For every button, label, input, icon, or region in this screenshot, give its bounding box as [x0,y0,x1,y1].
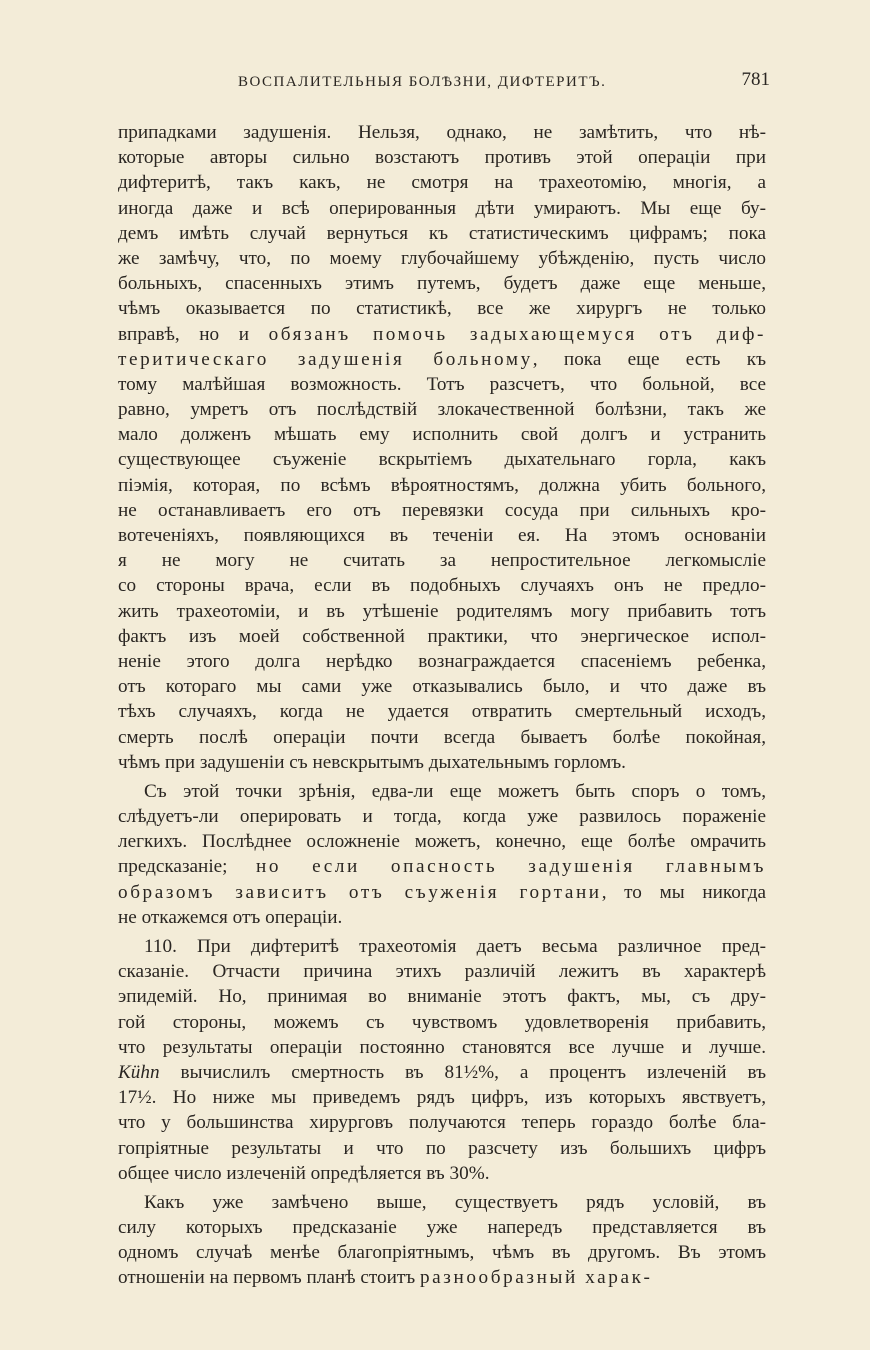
text-line: слѣдуетъ-ли оперировать и тогда, когда уже развилось пораженіе [118,806,766,828]
text-segment: вправѣ, но и [118,323,269,345]
text-line [118,854,766,879]
text-line: гой стороны, можемъ съ чувствомъ удовлетворенія прибавить, [118,1011,766,1033]
text-segment: , пока еще есть къ [532,348,766,370]
text-line: вотеченіяхъ, появляющихся въ теченіи ея. На этомъ основаніи [118,525,766,546]
paragraph-3 [118,934,766,1186]
text-line [118,322,766,347]
text-segment: обязанъ помочь задыхающемуся отъ диф- [268,323,766,345]
text-line: больныхъ, спасенныхъ этимъ путемъ, будетъ даже еще меньше, [118,273,766,295]
text-line: піэмія, которая, по всѣмъ вѣроятностямъ, должна убить больного, [118,474,766,496]
text-segment: теритическаго задушенія больному [118,348,533,370]
text-line: существующее съуженіе вскрытіемъ дыхательнаго горла, какъ [118,449,766,471]
text-segment: образомъ зависитъ отъ съуженія гортани [118,881,602,903]
text-segment: отношеніи на первомъ планѣ стоитъ [118,1267,420,1289]
text-line: же замѣчу, что, по моему глубочайшему убѣжденію, пусть число [118,247,766,269]
text-line: не откажемся отъ операціи. [118,906,343,928]
text-line: мало долженъ мѣшать ему исполнить свой долгъ и устранить [118,424,766,446]
text-line: одномъ случаѣ менѣе благопріятнымъ, чѣмъ въ другомъ. Въ этомъ [118,1242,766,1264]
text-line: чѣмъ оказывается по статистикѣ, все же хирургъ не только [118,298,766,320]
text-line: не останавливаетъ его отъ перевязки сосуда при сильныхъ кро- [118,499,766,521]
text-line: легкихъ. Послѣднее осложненіе можетъ, конечно, еще болѣе омрачить [118,831,766,853]
text-line: силу которыхъ предсказаніе уже напередъ представляется въ [118,1217,766,1239]
text-line: Съ этой точки зрѣнія, едва-ли еще можетъ быть споръ о томъ, [144,780,766,802]
text-segment: но если опасность задушенія главнымъ [255,856,766,878]
text-line: 17½. Но ниже мы приведемъ рядъ цифръ, изъ которыхъ явствуетъ, [118,1087,766,1109]
text-line [118,347,766,372]
text-line: смерть послѣ операціи почти всегда бываетъ болѣе покойная, [118,726,766,748]
text-line: припадками задушенія. Нельзя, однако, не замѣтить, что нѣ- [118,122,766,143]
text-line: тому малѣйшая возможность. Тотъ разсчетъ, что больной, все [118,373,766,395]
text-line: сказаніе. Отчасти причина этихъ различій лежитъ въ характерѣ [118,961,766,983]
text-line: фактъ изъ моей собственной практики, что энергическое испол- [118,625,766,647]
text-segment: непростительное легкомысліе [490,550,766,572]
text-line: жить трахеотоміи, и въ утѣшеніе родителямъ могу прибавить тотъ [118,600,766,622]
text-segment: , то мы никогда [601,881,766,903]
text-line: тѣхъ случаяхъ, когда не удается отвратить смертельный исходъ, [118,701,766,723]
text-line: иногда даже и всѣ оперированныя дѣти умираютъ. Мы еще бу- [118,197,766,219]
text-line: общее число излеченій опредѣляется въ 30%. [118,1162,490,1184]
text-line: неніе этого долга нерѣдко вознаграждается спасеніемъ ребенка, [118,650,766,672]
text-line [118,548,766,573]
text-segment: вычислилъ смертность въ 81½%, а процентъ излеченій въ [159,1061,766,1083]
paragraph-2 [118,779,766,930]
text-line: чѣмъ при задушеніи съ невскрытымъ дыхательнымъ горломъ. [118,751,626,773]
text-segment: разнообразный харак- [419,1267,653,1289]
text-line: дифтеритѣ, такъ какъ, не смотря на трахеотомію, многія, а [118,172,766,194]
text-line: со стороны врача, если въ подобныхъ случаяхъ онъ не предло- [118,575,766,597]
text-line: 110. При дифтеритѣ трахеотомія даетъ весьма различное пред- [144,936,766,957]
text-line [118,1265,766,1290]
text-line: демъ имѣть случай вернуться къ статистическимъ цифрамъ; пока [118,222,766,244]
text-segment: Kühn [118,1061,160,1083]
paragraph-4 [118,1190,766,1291]
text-line: что у большинства хирурговъ получаются теперь гораздо болѣе бла- [118,1112,766,1134]
text-line: отъ котораго мы сами уже отказывались было, и что даже въ [118,676,766,698]
running-header: ВОСПАЛИТЕЛЬНЫЯ БОЛѢЗНИ, ДИФТЕРИТЪ. [238,74,607,90]
text-line [118,880,766,905]
text-line [118,1060,766,1085]
text-line: эпидемій. Но, принимая во вниманіе этотъ фактъ, мы, съ дру- [118,986,766,1008]
paragraph-1 [118,120,766,775]
text-segment: я не могу не считать за [118,550,491,572]
text-segment: предсказаніе; [118,856,256,878]
text-line: равно, умретъ отъ послѣдствій злокачественной болѣзни, такъ же [118,399,766,421]
body-text [118,120,766,1295]
page-number: 781 [741,69,770,90]
text-line: которые авторы сильно возстаютъ противъ этой операціи при [118,147,766,169]
text-line: гопріятные результаты и что по разсчету изъ большихъ цифръ [118,1137,766,1159]
text-line: что результаты операціи постоянно становятся все лучше и лучше. [118,1036,766,1058]
text-line: Какъ уже замѣчено выше, существуетъ рядъ условій, въ [144,1191,766,1213]
